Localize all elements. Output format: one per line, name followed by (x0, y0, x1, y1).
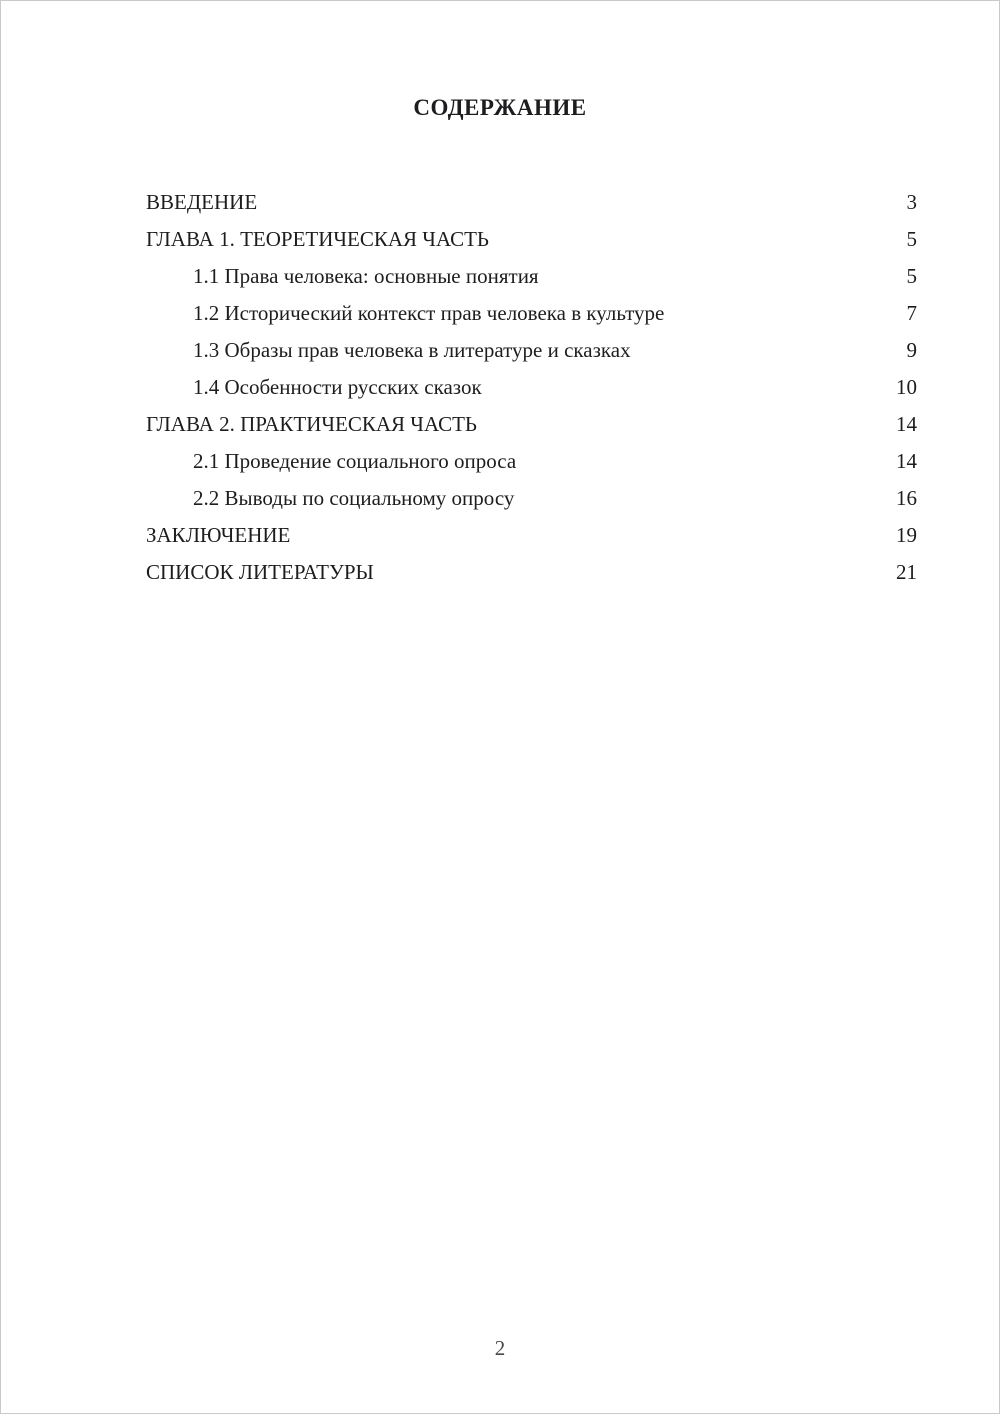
toc-entry (146, 480, 917, 517)
toc-entry-page: 19 (896, 523, 917, 547)
toc-entry-label: ВВЕДЕНИЕ (146, 190, 258, 214)
toc-entry-label: 1.1 Права человека: основные понятия (193, 264, 539, 288)
toc-entry-page: 21 (896, 560, 917, 584)
toc-entry-page: 7 (906, 301, 917, 325)
toc-entry-page: 9 (906, 338, 917, 362)
toc-entry-page: 5 (906, 264, 917, 288)
toc-entry (146, 332, 917, 369)
toc-entry (146, 184, 917, 221)
toc-entry (146, 406, 917, 443)
toc-entry-label: 1.3 Образы прав человека в литературе и сказках (193, 338, 631, 362)
toc-entry (146, 369, 917, 406)
toc-entry-page: 16 (896, 486, 917, 510)
toc-entry (146, 443, 917, 480)
toc-entry (146, 517, 917, 554)
toc-entry-label: СПИСОК ЛИТЕРАТУРЫ (146, 560, 374, 584)
toc-entry-label: ГЛАВА 1. ТЕОРЕТИЧЕСКАЯ ЧАСТЬ (146, 227, 489, 251)
page-number: 2 (494, 1336, 506, 1360)
toc-entry (146, 258, 917, 295)
toc-entry-label: 2.2 Выводы по социальному опросу (193, 486, 515, 510)
toc-list (1, 184, 999, 591)
toc-entry-page: 14 (896, 449, 917, 473)
toc-entry-page: 14 (896, 412, 917, 436)
toc-entry (146, 221, 917, 258)
toc-entry-label: 1.2 Исторический контекст прав человека в культуре (193, 301, 665, 325)
toc-entry-label: 2.1 Проведение социального опроса (193, 449, 517, 473)
toc-entry-label: 1.4 Особенности русских сказок (193, 375, 482, 399)
toc-entry-label: ЗАКЛЮЧЕНИЕ (146, 523, 291, 547)
toc-entry (146, 295, 917, 332)
toc-title: СОДЕРЖАНИЕ (413, 95, 587, 120)
toc-entry (146, 554, 917, 591)
toc-entry-page: 10 (896, 375, 917, 399)
toc-entry-page: 5 (906, 227, 917, 251)
toc-entry-page: 3 (906, 190, 917, 214)
toc-entry-label: ГЛАВА 2. ПРАКТИЧЕСКАЯ ЧАСТЬ (146, 412, 477, 436)
